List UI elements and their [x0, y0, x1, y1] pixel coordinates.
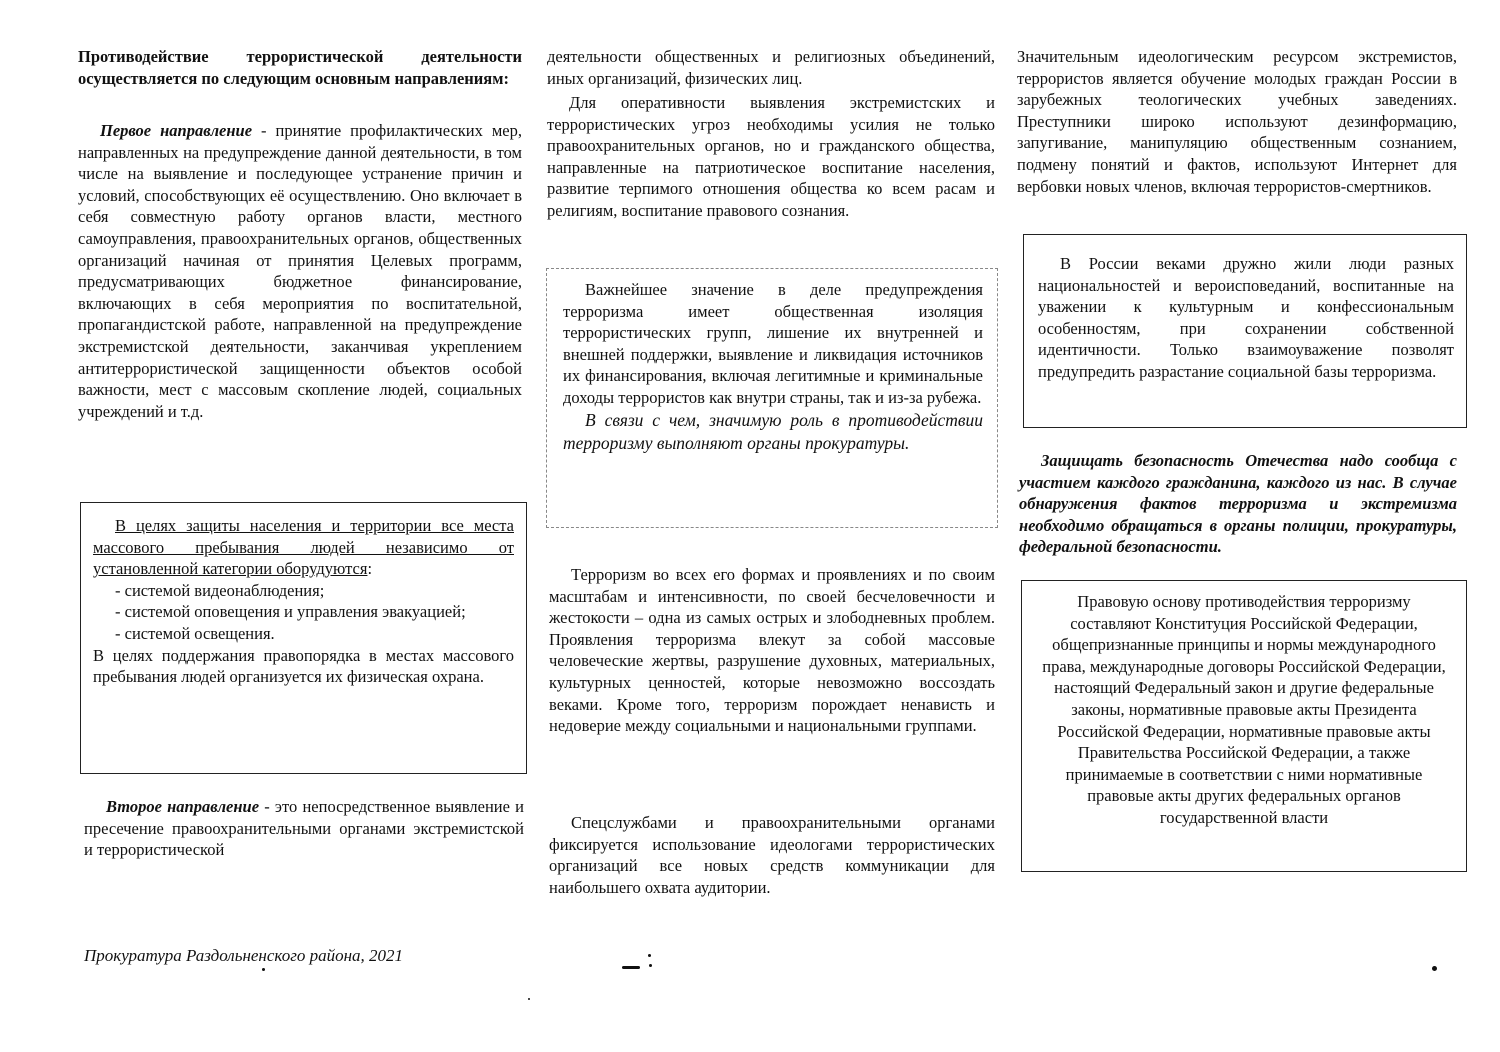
box-item-light: - системой освещения.	[115, 623, 275, 643]
box-guard-text: В целях поддержания правопорядка в местах массового пребывания людей организуется их физическая охрана.	[93, 645, 514, 687]
prevention-box-text: Важнейшее значение в деле предупреждения терроризма имеет общественная изоляция террористических групп, лишение их внутренней и внешней поддержки, выявление и ликвидация источников их финансирования, включая легитимные и криминальные доходы террористов как внутри страны, так и из-за рубежа.	[563, 280, 983, 407]
col2-continuation: деятельности общественных и религиозных объединений, иных организаций, физических лиц.	[547, 47, 995, 88]
tolerance-text: В России веками дружно жили люди разных национальностей и вероисповеданий, воспитанные на уважении к культурным и конфессиональным особенностям, при сохранении собственной идентичности. Только взаимоуважение позволят предупредить разрастание социальной базы терроризма.	[1038, 254, 1454, 381]
legal-basis-box	[1021, 580, 1467, 872]
appeal-text: Защищать безопасность Отечества надо сообща с участием каждого гражданина, каждого из нас. В случае обнаружения фактов терроризма и экстремизма необходимо обращаться в органы полиции, прокуратуры, федеральной безопасности.	[1019, 451, 1457, 557]
box-item-alert: - системой оповещения и управления эвакуацией;	[115, 602, 466, 622]
prosecutor-role-text: В связи с чем, значимую роль в противодействии терроризму выполняют органы прокуратуры.	[563, 409, 983, 453]
security-measures-box	[80, 502, 527, 774]
box-intro-underlined: В целях защиты населения и территории все места массового пребывания людей независимо от установленной категории оборудуются	[93, 516, 514, 579]
scan-speck	[622, 966, 640, 969]
col2-para-terrorism: Терроризм во всех его формах и проявлениях и по своим масштабам и интенсивности, по своей бесчеловечности и жестокости – одна из самых острых и злободневных проблем. Проявления терроризма влекут за собой массовые человеческие жертвы, разрушение духовных, материальных, культурных ценностей, которые невозможно воссоздать веками. Кроме того, терроризм порождает ненависть и недоверие между социальными и национальными группами.	[549, 565, 995, 736]
first-direction-label: Первое направление	[100, 121, 253, 140]
footer-signature: Прокуратура Раздольненского района, 2021	[84, 946, 404, 965]
main-heading: Противодействие террористической деятельности осуществляется по следующим основным направлениям:	[78, 47, 522, 88]
box-intro	[93, 515, 514, 580]
scan-speck	[528, 998, 530, 1000]
first-direction-paragraph	[78, 120, 522, 422]
first-direction-text: - принятие профилактических мер, направленных на предупреждение данной деятельности, в том числе на выявление и последующее устранение причин и условий, способствующих её осуществлению. Оно включает в себя совместную работу органов власти, местного самоуправления, правоохранительных органов, общественных организаций начиная от принятия Целевых программ, предусматривающих бюджетное финансирование, включающих в себя мероприятия по воспитательной, пропагандистской работе, направленной на предупреждение экстремистской деятельности, заканчивая укреплением антитеррористической защищенности объектов особой важности, мест с массовым скопление людей, социальных учреждений и т.д.	[78, 121, 522, 421]
russia-tolerance-box	[1023, 234, 1467, 428]
scan-speck	[1432, 966, 1437, 971]
box-intro-colon: :	[367, 559, 373, 579]
col2-para-operativity: Для оперативности выявления экстремистских и террористических угроз необходимы усилия не только правоохранительных органов, но и гражданского общества, направленные на патриотическое воспитание населения, развитие терпимого отношения общества ко всем расам и религиям, воспитание правового сознания.	[547, 93, 995, 220]
scan-speck	[648, 954, 651, 957]
legal-basis-text: Правовую основу противодействия терроризму составляют Конституция Российской Федерации, общепризнанные принципы и нормы международного права, международные договоры Российской Федерации, настоящий Федеральный закон и другие федеральные законы, нормативные правовые акты Президента Российской Федерации, нормативные правовые акты Правительства Российской Федерации, а также принимаемые в соответствии с ними нормативные правовые акты других федеральных органов государственной власти	[1042, 592, 1446, 827]
box-item-video: - системой видеонаблюдения;	[115, 580, 325, 600]
prevention-box	[546, 268, 998, 528]
second-direction-paragraph	[84, 796, 524, 861]
scan-speck	[649, 964, 652, 967]
col3-para-ideology: Значительным идеологическим ресурсом экстремистов, террористов является обучение молодых граждан России в зарубежных теологических учебных заведениях. Преступники широко используют дезинформацию, запугивание, манипуляцию общественным сознанием, подмену понятий и фактов, используют Интернет для вербовки новых членов, включая террористов-смертников.	[1017, 47, 1457, 196]
scan-speck	[262, 968, 265, 971]
second-direction-label: Второе направление	[106, 797, 260, 816]
second-direction-text: - это непосредственное выявление и пресечение правоохранительными органами экстремистской и террористической	[84, 797, 524, 860]
col2-para-special-services: Спецслужбами и правоохранительными органами фиксируется использование идеологами террористических организаций все новых средств коммуникации для наибольшего охвата аудитории.	[549, 813, 995, 897]
